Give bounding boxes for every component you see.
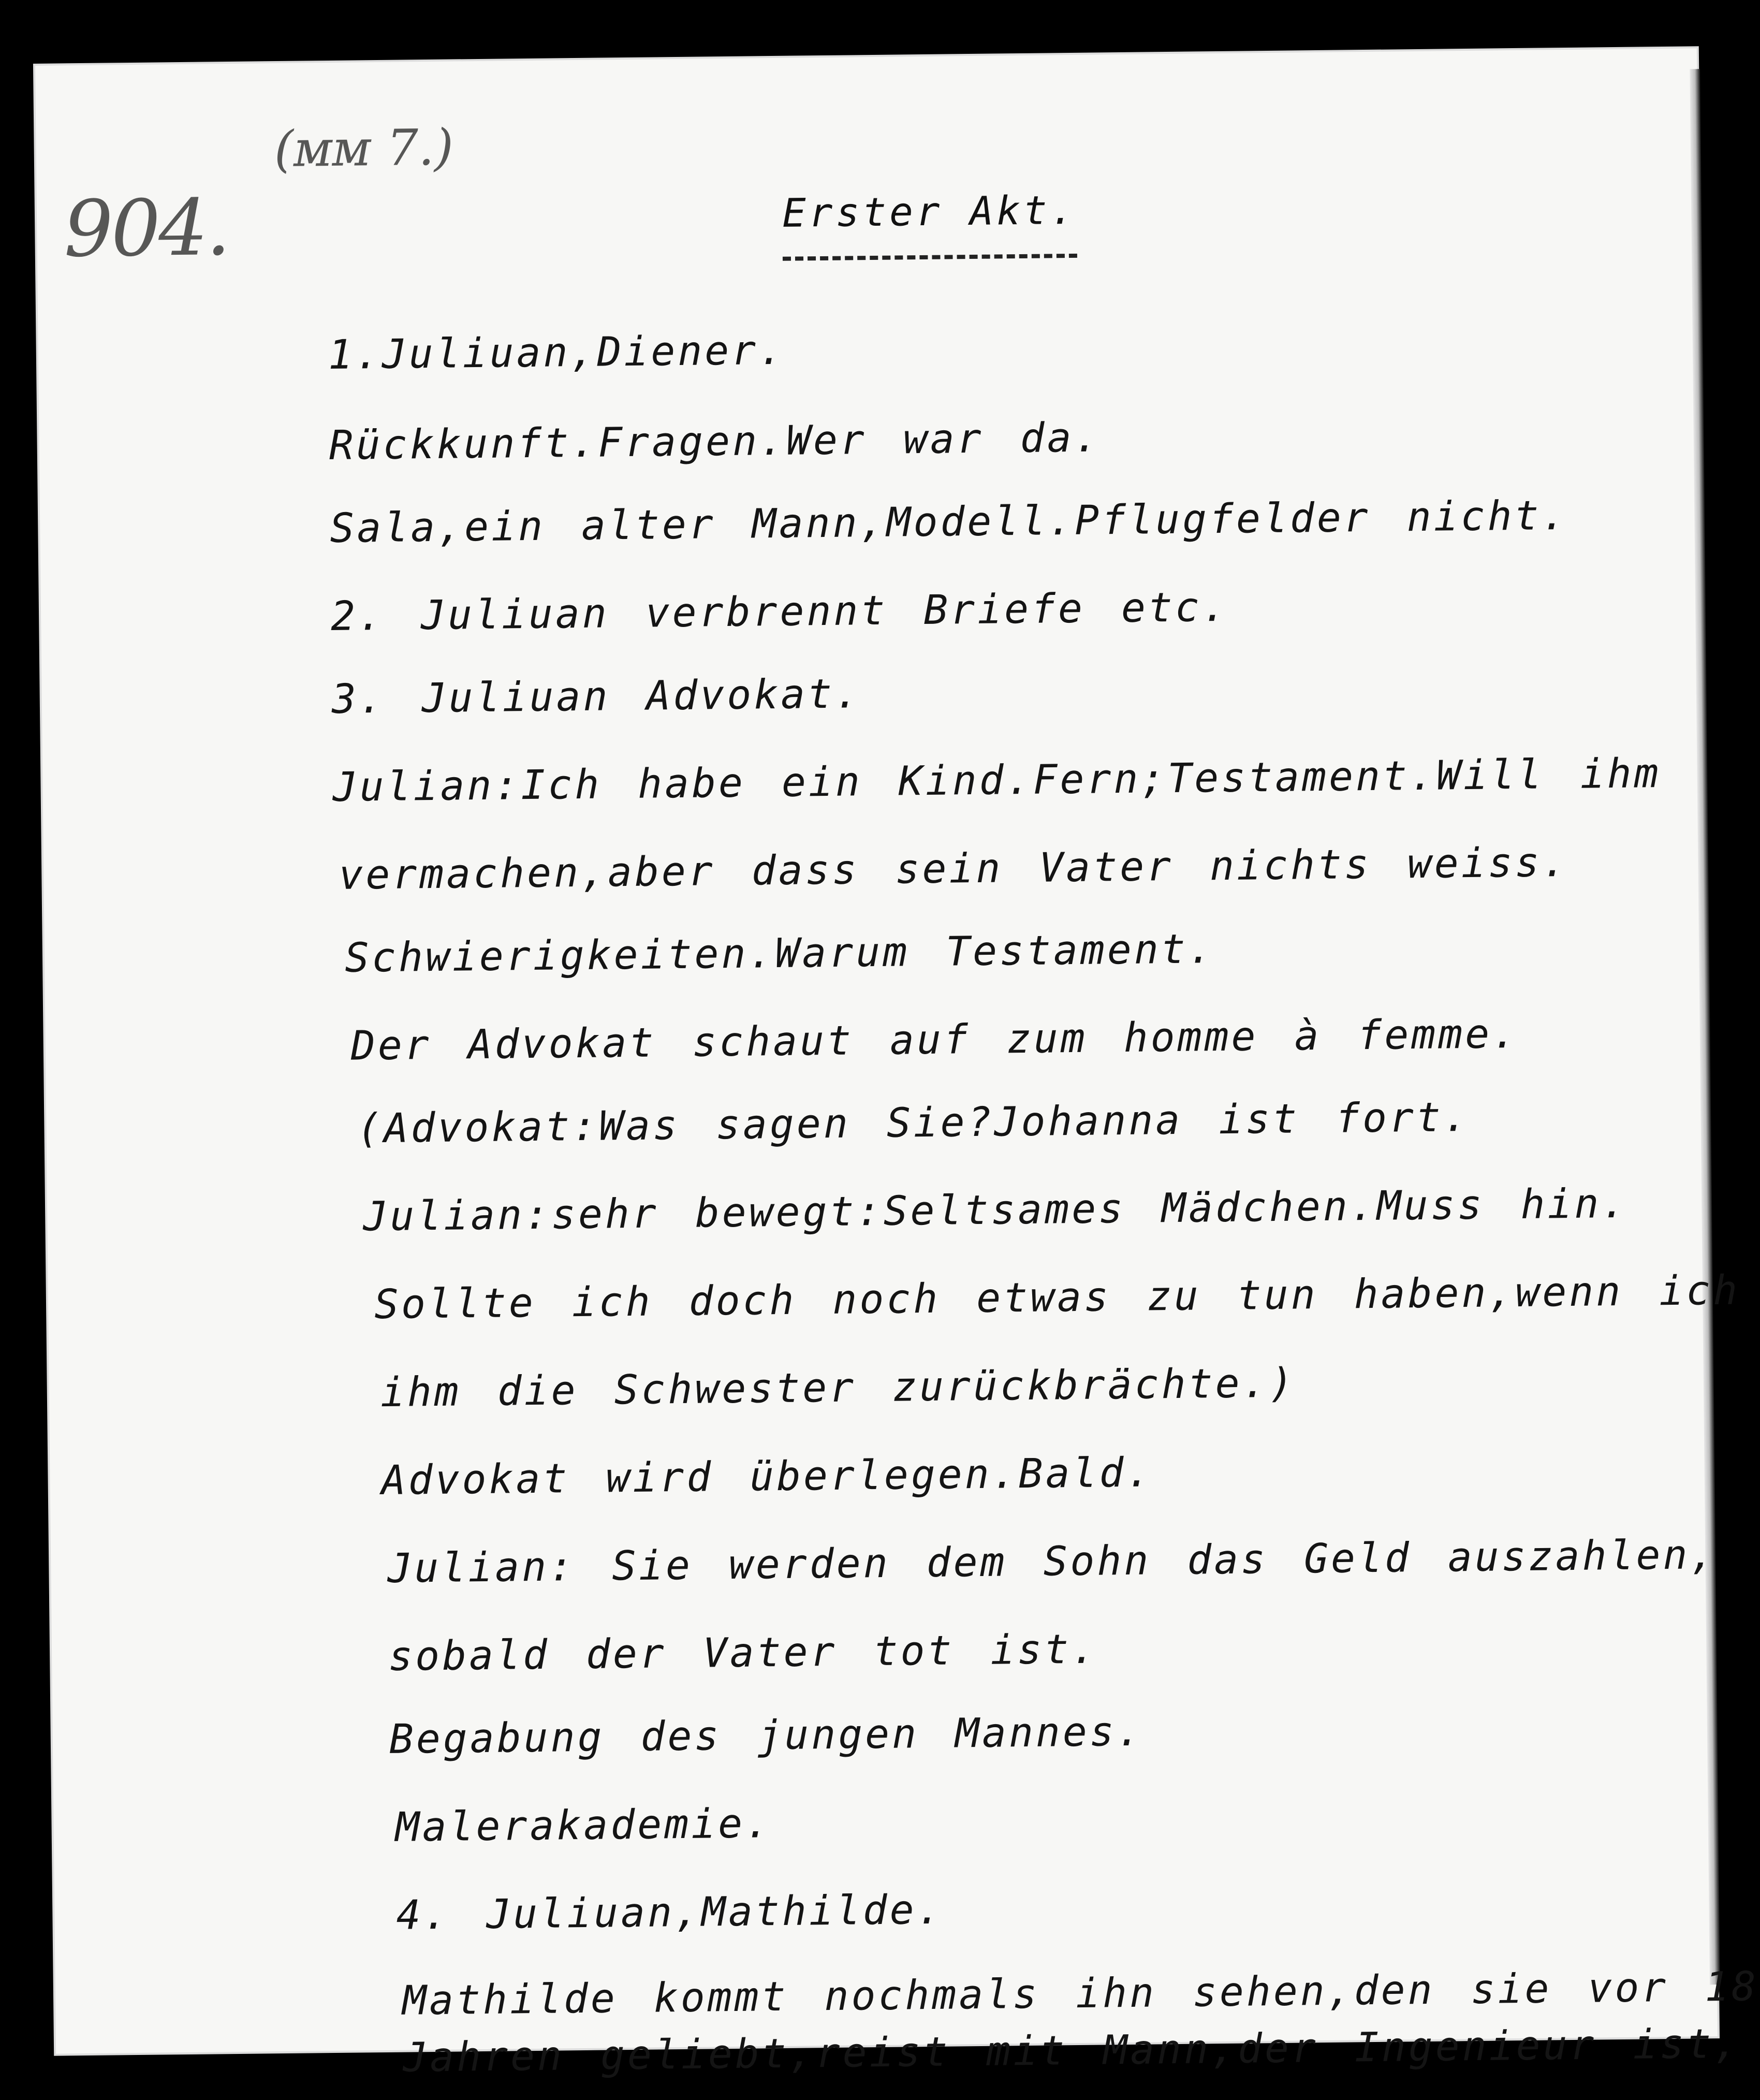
text-line: Julian:Ich habe ein Kind.Fern;Testament.Will ihm bbox=[332, 750, 1662, 811]
text-line: Rückkunft.Fragen.Wer war da. bbox=[329, 414, 1101, 470]
text-line: vermachen,aber dass sein Vater nichts weiss. bbox=[338, 839, 1569, 899]
handwritten-number: 904. bbox=[63, 183, 229, 275]
text-line: Julian:sehr bewegt:Seltsames Mädchen.Muss hin. bbox=[362, 1180, 1629, 1241]
text-lines bbox=[328, 318, 1759, 2081]
text-line: Jahren geliebt,reist mit Mann,der Ingenieur ist, bbox=[402, 2020, 1741, 2081]
text-line: ihm die Schwester zurückbrächte.) bbox=[380, 1360, 1296, 1417]
handwritten-reference: (ᴍᴍ 7.) bbox=[274, 118, 454, 179]
text-line: 2. Juliuan verbrennt Briefe etc. bbox=[330, 584, 1229, 640]
text-line: 4. Juliuan,Mathilde. bbox=[395, 1886, 944, 1939]
text-line: Mathilde kommt nochmals ihn sehen,den sie vor 18 bbox=[402, 1963, 1759, 2024]
text-line: Malerakademie. bbox=[395, 1800, 772, 1851]
text-line: 3. Juliuan Advokat. bbox=[331, 670, 862, 723]
page-title: Erster Akt. bbox=[782, 187, 1078, 261]
text-line: Sollte ich doch noch etwas zu tun haben,wenn ich bbox=[374, 1267, 1740, 1329]
page-edge bbox=[1690, 69, 1720, 1985]
text-line: sobald der Vater tot ist. bbox=[388, 1626, 1098, 1680]
text-line: Der Advokat schaut auf zum homme à femme. bbox=[350, 1011, 1519, 1070]
text-line: Schwierigkeiten.Warum Testament. bbox=[344, 926, 1215, 982]
text-line: Begabung des jungen Mannes. bbox=[389, 1708, 1144, 1763]
text-line: Julian: Sie werden dem Sohn das Geld auszahlen, bbox=[387, 1532, 1717, 1592]
text-line: (Advokat:Was sagen Sie?Johanna ist fort. bbox=[357, 1094, 1471, 1153]
typewritten-page bbox=[35, 48, 1759, 2081]
text-line: 1.Juliuan,Diener. bbox=[328, 327, 786, 379]
text-line: Advokat wird überlegen.Bald. bbox=[381, 1449, 1153, 1505]
text-line: Sala,ein alter Mann,Modell.Pflugfelder nicht. bbox=[329, 492, 1568, 552]
